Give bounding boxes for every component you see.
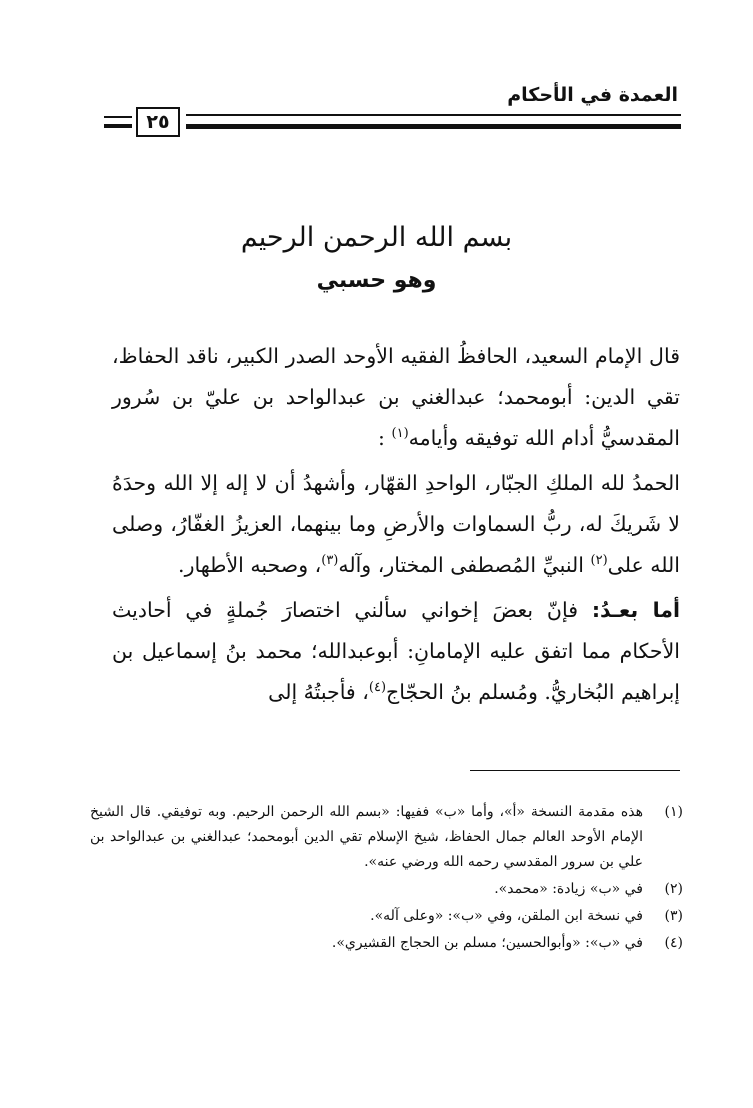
header-rule bbox=[186, 114, 681, 129]
footnotes bbox=[90, 800, 683, 958]
intro-colon: : bbox=[378, 426, 385, 450]
footnote-ref-1[interactable]: (١) bbox=[391, 426, 409, 442]
page-number: ٢٥ bbox=[136, 107, 180, 137]
main-text bbox=[112, 336, 680, 717]
footnote-text: هذه مقدمة النسخة «أ»، وأما «ب» ففيها: «بسم الله الرحمن الرحيم. وبه توفيقي. قال الشيخ الإمام الأوحد العالم جمال الحفاظ، شيخ الإسلام تقي الدين أبومحمد؛ عبدالغني بن عبدالواحد بن علي بن سرور المقدسي رحمه الله ورضي عنه». bbox=[90, 804, 643, 870]
purpose-text-b: ، فأجبتُهُ إلى bbox=[268, 680, 369, 704]
footnote-text: في «ب»: «وأبوالحسين؛ مسلم بن الحجاج القشيري». bbox=[331, 935, 643, 951]
subtitle: وهو حسبي bbox=[316, 268, 437, 293]
footnote-ref-3[interactable]: (٣) bbox=[321, 553, 339, 569]
footnote-item bbox=[90, 904, 683, 929]
amma-bad-lead: أما بعـدُ: bbox=[591, 598, 680, 622]
paragraph-intro bbox=[112, 336, 680, 459]
footnote-text: في نسخة ابن الملقن، وفي «ب»: «وعلى آله». bbox=[370, 908, 643, 924]
footnote-ref-4[interactable]: (٤) bbox=[368, 680, 387, 696]
footnote-number: (٣) bbox=[664, 908, 683, 924]
footnote-number: (٢) bbox=[664, 881, 683, 897]
footnote-number: (١) bbox=[664, 804, 683, 820]
footnote-separator bbox=[470, 770, 680, 771]
footnote-item bbox=[90, 931, 683, 956]
praise-text-b: النبيِّ المُصطفى المختار، وآله bbox=[338, 553, 584, 577]
paragraph-praise bbox=[112, 463, 680, 586]
praise-text-c: ، وصحبه الأطهار. bbox=[178, 553, 322, 577]
footnote-item bbox=[90, 800, 683, 875]
basmala: بسم الله الرحمن الرحيم bbox=[240, 222, 513, 253]
footnote-item bbox=[90, 877, 683, 902]
footnote-text: في «ب» زيادة: «محمد». bbox=[494, 881, 643, 897]
running-title: العمدة في الأحكام bbox=[507, 84, 678, 106]
praise-text-a: الحمدُ لله الملكِ الجبّار، الواحدِ القهّار، وأشهدُ أن لا إله إلا الله وحدَهُ لا شَريكَ له، ربُّ السماوات والأرضِ وما بينهما، العزيزُ الغفّارُ، وصلى الله على bbox=[112, 471, 680, 577]
intro-text: قال الإمام السعيد، الحافظُ الفقيه الأوحد الصدر الكبير، ناقد الحفاظ، تقي الدين: أبومحمد؛ عبدالغني بن عبدالواحد بن عليّ بن سُرور المقدسيُّ أدام الله توفيقه وأيامه bbox=[112, 344, 680, 450]
footnote-number: (٤) bbox=[664, 935, 683, 951]
header-rule-left bbox=[104, 116, 132, 128]
paragraph-purpose bbox=[112, 590, 680, 713]
purpose-text-a: فإنّ بعضَ إخواني سألني اختصارَ جُملةٍ في أحاديث الأحكام مما اتفق عليه الإمامانِ: أبوعبدالله؛ محمد بنُ إسماعيل بن إبراهيم البُخاريُّ. ومُسلم بنُ الحجّاج bbox=[112, 598, 680, 704]
footnote-ref-2[interactable]: (٢) bbox=[590, 553, 608, 569]
